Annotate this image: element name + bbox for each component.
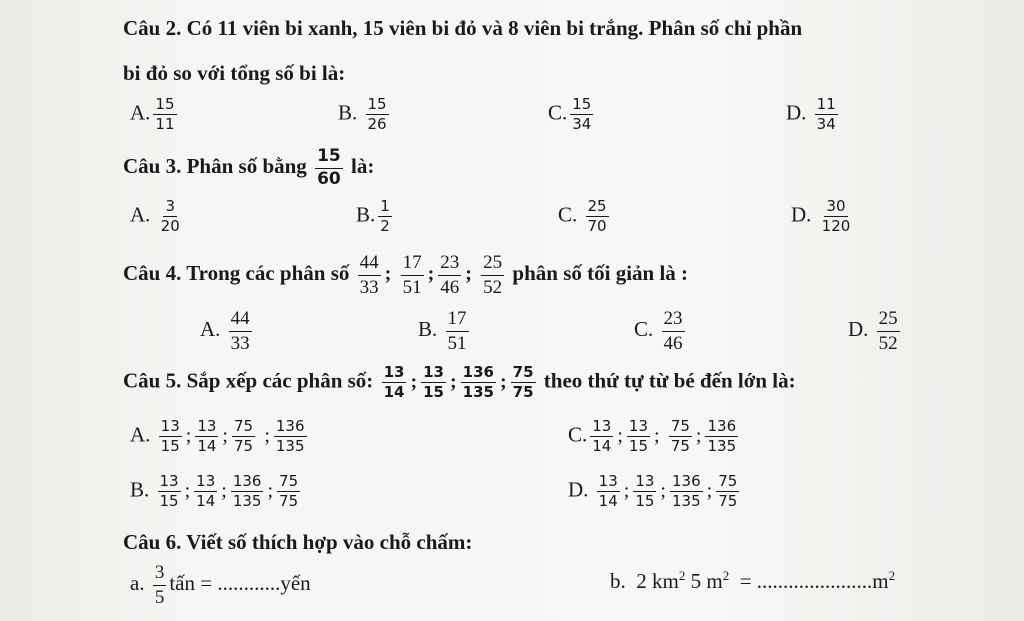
- option-label: C.: [548, 100, 568, 125]
- numerator: 13: [382, 364, 407, 383]
- q6-title: Câu 6. Viết số thích hợp vào chỗ chấm:: [123, 530, 473, 554]
- q3-option-d[interactable]: [791, 198, 855, 236]
- q4-option-a[interactable]: [200, 308, 255, 355]
- numerator: 1: [378, 198, 392, 217]
- separator: ;: [654, 424, 660, 447]
- option-label: B.: [130, 477, 150, 502]
- q5-fraction-1: [382, 364, 407, 402]
- fraction: [277, 473, 300, 511]
- numerator: 17: [401, 252, 424, 276]
- numerator: 25: [877, 308, 900, 332]
- q3-option-b[interactable]: [356, 198, 395, 236]
- fraction: [274, 418, 307, 456]
- denominator: 52: [878, 332, 898, 354]
- denominator: 15: [635, 492, 655, 511]
- q5-option-d[interactable]: [568, 473, 742, 511]
- q4-prefix: Câu 4. Trong các phân số: [123, 261, 350, 286]
- fraction: [158, 473, 181, 511]
- numerator: 44: [358, 252, 381, 276]
- fraction: [705, 418, 738, 456]
- numerator: 44: [229, 308, 252, 332]
- separator: ;: [221, 479, 227, 502]
- denominator: 75: [233, 437, 254, 456]
- denominator: 2: [380, 217, 390, 236]
- q3-prefix: Câu 3. Phân số bằng: [123, 153, 307, 178]
- numerator: 136: [274, 418, 307, 437]
- numerator: 75: [277, 473, 300, 492]
- fraction: [670, 473, 703, 511]
- denominator: 14: [598, 492, 618, 511]
- fraction: [669, 418, 692, 456]
- q3-suffix: là:: [350, 153, 375, 178]
- fraction: [195, 418, 218, 456]
- part-a-result-unit: yến: [280, 571, 311, 596]
- q3-fraction: [315, 147, 343, 189]
- numerator: 25: [481, 252, 504, 276]
- denominator: 46: [440, 276, 460, 298]
- separator: ;: [449, 370, 457, 393]
- fraction: [366, 96, 389, 134]
- option-label: D.: [848, 317, 869, 342]
- denominator: 33: [359, 276, 379, 298]
- q4-suffix: phân số tối giản là :: [512, 261, 689, 286]
- option-label: C.: [558, 202, 578, 227]
- fraction: [446, 308, 469, 355]
- option-label: A.: [130, 202, 151, 227]
- fraction: [633, 473, 656, 511]
- denominator: 135: [275, 437, 305, 456]
- numerator: 15: [570, 96, 593, 115]
- denominator: 14: [383, 383, 405, 402]
- denominator: 34: [572, 115, 592, 134]
- numerator: 136: [670, 473, 703, 492]
- separator: ;: [617, 424, 623, 447]
- q3-title: [123, 147, 374, 189]
- q6-part-b: [610, 568, 895, 594]
- fraction: [153, 562, 167, 609]
- q4-fraction-1: [358, 252, 381, 299]
- numerator: 15: [153, 96, 176, 115]
- fraction: [194, 473, 217, 511]
- q4-fraction-4: [481, 252, 504, 299]
- part-label: a.: [130, 571, 145, 596]
- numerator: 23: [438, 252, 461, 276]
- option-label: B.: [338, 100, 358, 125]
- equals-sign: =: [739, 569, 752, 593]
- fraction: [586, 198, 609, 236]
- denominator: 14: [196, 492, 216, 511]
- denominator: 14: [197, 437, 217, 456]
- numerator: 13: [159, 418, 182, 437]
- option-label: C.: [568, 422, 588, 447]
- denominator: 135: [707, 437, 737, 456]
- q5-fraction-2: [421, 364, 446, 402]
- denominator: 5: [154, 586, 165, 608]
- denominator: 33: [230, 332, 250, 354]
- fraction: [378, 198, 392, 236]
- q5-suffix: theo thứ tự từ bé đến lớn là:: [543, 368, 796, 393]
- fraction: [627, 418, 650, 456]
- separator: ;: [499, 370, 507, 393]
- separator: ;: [695, 424, 702, 447]
- option-label: D.: [786, 100, 807, 125]
- q5-fraction-3: [461, 364, 496, 402]
- q2-line1: Câu 2. Có 11 viên bi xanh, 15 viên bi đỏ và 8 viên bi trắng. Phân số chỉ phần: [123, 16, 803, 40]
- denominator: 11: [155, 115, 175, 134]
- numerator: 136: [231, 473, 264, 492]
- denominator: 120: [821, 217, 851, 236]
- separator: ;: [222, 424, 228, 447]
- exponent: 2: [678, 568, 686, 583]
- denominator: 34: [816, 115, 836, 134]
- fraction: [153, 96, 176, 134]
- separator: ;: [264, 424, 270, 447]
- numerator: 13: [627, 418, 650, 437]
- fraction: [570, 96, 593, 134]
- fraction: [815, 96, 838, 134]
- denominator: 135: [232, 492, 262, 511]
- part-a-unit: tấn =: [169, 571, 213, 596]
- q4-fraction-3: [438, 252, 461, 299]
- q2-option-c[interactable]: [548, 96, 596, 134]
- option-label: D.: [568, 477, 589, 502]
- part-b-value1: 2 km: [636, 569, 679, 593]
- fraction: [232, 418, 255, 456]
- q5-option-b[interactable]: [130, 473, 303, 511]
- numerator: 136: [461, 364, 496, 383]
- denominator: 52: [483, 276, 503, 298]
- fraction: [877, 308, 900, 355]
- q5-title: [123, 364, 796, 402]
- fraction: [662, 308, 685, 355]
- q2-line2: bi đỏ so với tổng số bi là:: [123, 61, 346, 85]
- fraction: [231, 473, 264, 511]
- q3-option-a[interactable]: [130, 198, 185, 236]
- denominator: 15: [423, 383, 444, 402]
- option-label: C.: [634, 317, 654, 342]
- option-label: A.: [200, 317, 221, 342]
- fraction: [820, 198, 853, 236]
- q4-title: Câu 4. Trong các phân số $\frac{44}{33}$ ; $\frac{17}{51}$ ; $\frac{23}{46}$ ; $\frac{25}{52}$ phân số tối giản là :: [123, 252, 689, 298]
- numerator: 13: [194, 473, 217, 492]
- separator: ;: [623, 479, 630, 502]
- numerator: 15: [315, 147, 343, 169]
- answer-blank-b[interactable]: ......................: [756, 569, 873, 593]
- denominator: 15: [160, 437, 180, 456]
- numerator: 13: [158, 473, 181, 492]
- q2-option-d[interactable]: [786, 96, 841, 134]
- q2-option-a[interactable]: [130, 96, 180, 134]
- numerator: 15: [366, 96, 389, 115]
- denominator: 75: [670, 437, 690, 456]
- denominator: 51: [447, 332, 467, 354]
- denominator: 75: [279, 492, 299, 511]
- separator: ;: [706, 479, 713, 502]
- denominator: 60: [317, 168, 341, 189]
- numerator: 136: [705, 418, 738, 437]
- numerator: 75: [511, 364, 536, 383]
- denominator: 51: [402, 276, 422, 298]
- q5-fraction-4: [511, 364, 536, 402]
- numerator: 30: [824, 198, 847, 217]
- option-label: D.: [791, 202, 812, 227]
- separator: ;: [185, 424, 192, 447]
- exponent: 2: [888, 568, 896, 583]
- denominator: 14: [592, 437, 612, 456]
- fraction: [159, 198, 182, 236]
- part-label: b.: [610, 569, 626, 593]
- denominator: 15: [159, 492, 179, 511]
- numerator: 23: [662, 308, 685, 332]
- numerator: 17: [446, 308, 469, 332]
- q3-option-c[interactable]: [558, 198, 612, 236]
- fraction: [229, 308, 252, 355]
- part-b-value2: 5 m: [690, 569, 723, 593]
- denominator: 15: [628, 437, 649, 456]
- denominator: 75: [512, 383, 534, 402]
- option-label: B.: [418, 317, 438, 342]
- numerator: 25: [586, 198, 609, 217]
- denominator: 26: [367, 115, 387, 134]
- q5-option-a[interactable]: [130, 418, 310, 456]
- fraction: [159, 418, 182, 456]
- part-b-unit: m: [872, 569, 889, 593]
- denominator: 135: [671, 492, 701, 511]
- fraction: [590, 418, 613, 456]
- option-label: A.: [130, 100, 151, 125]
- denominator: 135: [462, 383, 494, 402]
- separator: ;: [267, 479, 274, 502]
- numerator: 13: [597, 473, 620, 492]
- numerator: 11: [815, 96, 838, 115]
- numerator: 13: [633, 473, 656, 492]
- q2-option-b[interactable]: [338, 96, 392, 134]
- denominator: 20: [160, 217, 180, 236]
- separator: ;: [184, 479, 191, 502]
- q5-prefix: Câu 5. Sắp xếp các phân số:: [123, 368, 374, 393]
- numerator: 13: [590, 418, 613, 437]
- fraction: [597, 473, 620, 511]
- numerator: 3: [153, 562, 167, 586]
- numerator: 75: [669, 418, 692, 437]
- denominator: 75: [718, 492, 738, 511]
- denominator: 46: [663, 332, 683, 354]
- numerator: 75: [232, 418, 255, 437]
- numerator: 13: [421, 364, 446, 383]
- fraction: [716, 473, 739, 511]
- numerator: 75: [716, 473, 739, 492]
- q4-fraction-2: [401, 252, 424, 299]
- q4-option-b[interactable]: [418, 308, 472, 355]
- q4-option-c[interactable]: [634, 308, 688, 355]
- numerator: 13: [195, 418, 218, 437]
- q6-part-a: [130, 562, 311, 609]
- q4-option-d[interactable]: [848, 308, 903, 355]
- exponent: 2: [722, 568, 730, 583]
- separator: ;: [660, 479, 666, 502]
- separator: ;: [410, 370, 418, 393]
- option-label: A.: [130, 422, 151, 447]
- answer-blank-a[interactable]: ............: [217, 571, 281, 596]
- denominator: 70: [587, 217, 607, 236]
- numerator: 3: [163, 198, 177, 217]
- q5-option-c[interactable]: [568, 418, 741, 456]
- option-label: B.: [356, 202, 376, 227]
